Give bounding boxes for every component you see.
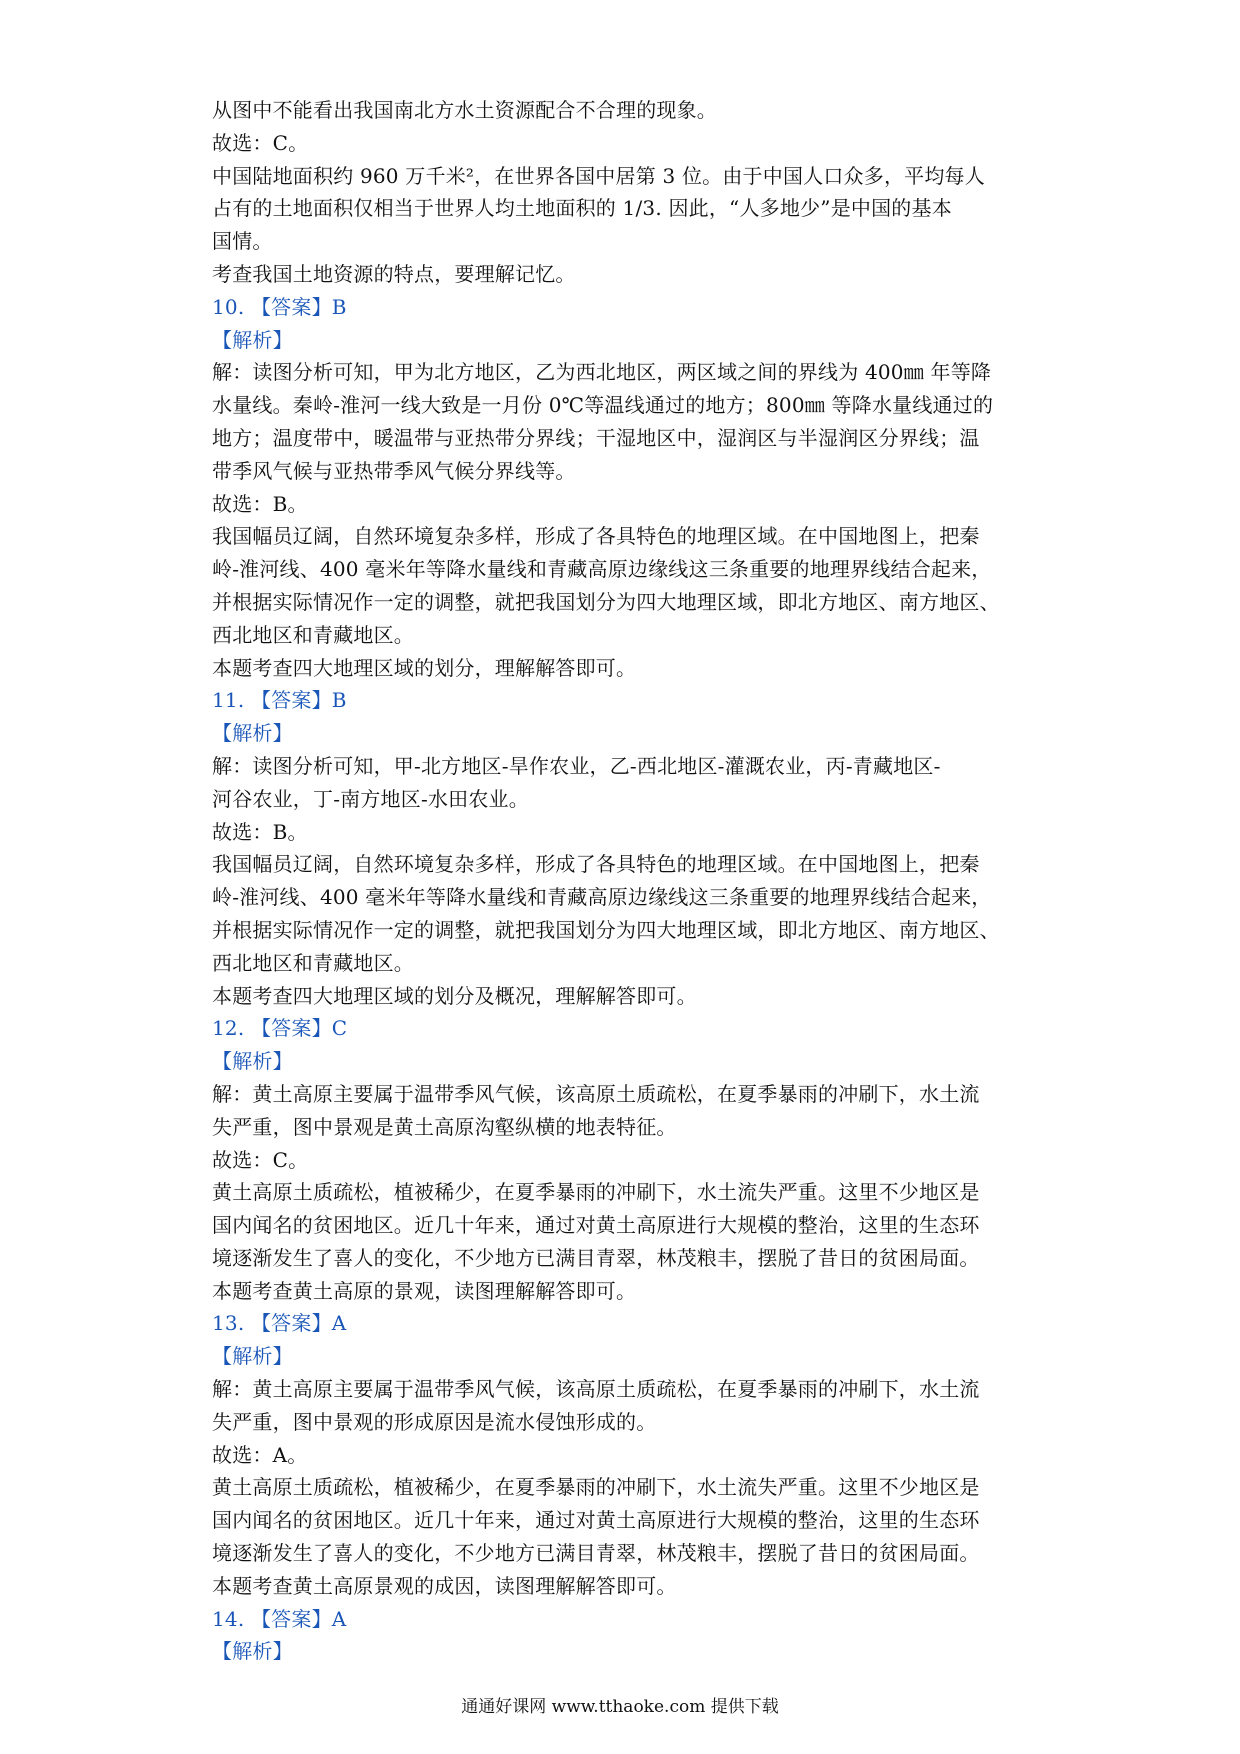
text-line: 中国陆地面积约 960 万千米²，在世界各国中居第 3 位。由于中国人口众多，平均每人 [212,163,985,188]
section-heading: 【解析】 [212,721,293,746]
text-line: 国内闻名的贫困地区。近几十年来，通过对黄土高原进行大规模的整治，这里的生态环 [212,1213,980,1238]
document-body [212,94,1042,1668]
section-heading: 【解析】 [212,1049,293,1074]
text-line: 故选：B。 [212,491,308,516]
text-line: 河谷农业，丁-南方地区-水田农业。 [212,786,529,811]
text-line: 解：读图分析可知，甲为北方地区，乙为西北地区，两区域之间的界线为 400㎜ 年等降 [212,360,992,385]
text-line: 国情。 [212,229,273,254]
text-line: 岭-淮河线、400 毫米年等降水量线和青藏高原边缘线这三条重要的地理界线结合起来， [212,557,992,582]
text-line: 并根据实际情况作一定的调整，就把我国划分为四大地理区域，即北方地区、南方地区、 [212,589,1000,614]
text-line: 故选：B。 [212,819,308,844]
text-line: 故选：C。 [212,130,309,155]
section-heading: 【解析】 [212,1344,293,1369]
text-line: 解：读图分析可知，甲-北方地区-旱作农业，乙-西北地区-灌溉农业，丙-青藏地区- [212,753,941,778]
text-line: 我国幅员辽阔，自然环境复杂多样，形成了各具特色的地理区域。在中国地图上，把秦 [212,852,980,877]
text-line: 国内闻名的贫困地区。近几十年来，通过对黄土高原进行大规模的整治，这里的生态环 [212,1508,980,1533]
text-line: 岭-淮河线、400 毫米年等降水量线和青藏高原边缘线这三条重要的地理界线结合起来， [212,885,992,910]
text-line: 西北地区和青藏地区。 [212,950,414,975]
text-line: 从图中不能看出我国南北方水土资源配合不合理的现象。 [212,98,717,122]
text-line: 地方；温度带中，暖温带与亚热带分界线；干湿地区中，湿润区与半湿润区分界线；温 [212,425,980,450]
text-line: 本题考查黄土高原景观的成因，读图理解解答即可。 [212,1573,677,1598]
text-line: 西北地区和青藏地区。 [212,622,414,647]
text-line: 失严重，图中景观是黄土高原沟壑纵横的地表特征。 [212,1114,677,1139]
text-line: 境逐渐发生了喜人的变化，不少地方已满目青翠，林茂粮丰，摆脱了昔日的贫困局面。 [212,1541,980,1566]
text-line: 解：黄土高原主要属于温带季风气候，该高原土质疏松，在夏季暴雨的冲刷下，水土流 [212,1377,980,1402]
text-line: 带季风气候与亚热带季风气候分界线等。 [212,458,576,483]
section-heading: 【解析】 [212,327,293,352]
text-line: 考查我国土地资源的特点，要理解记忆。 [212,261,576,286]
text-line: 本题考查四大地理区域的划分及概况，理解解答即可。 [212,983,697,1008]
text-line: 故选：A。 [212,1442,308,1467]
text-line: 本题考查四大地理区域的划分，理解解答即可。 [212,655,637,680]
text-line: 境逐渐发生了喜人的变化，不少地方已满目青翠，林茂粮丰，摆脱了昔日的贫困局面。 [212,1245,980,1270]
text-line: 黄土高原土质疏松，植被稀少，在夏季暴雨的冲刷下，水土流失严重。这里不少地区是 [212,1475,980,1500]
text-line: 失严重，图中景观的形成原因是流水侵蚀形成的。 [212,1409,657,1434]
text-line: 我国幅员辽阔，自然环境复杂多样，形成了各具特色的地理区域。在中国地图上，把秦 [212,524,980,549]
section-heading: 11. 【答案】B [212,688,347,713]
text-line: 水量线。秦岭-淮河一线大致是一月份 0℃等温线通过的地方；800㎜ 等降水量线通过的 [212,393,994,418]
text-line: 解：黄土高原主要属于温带季风气候，该高原土质疏松，在夏季暴雨的冲刷下，水土流 [212,1081,980,1106]
section-heading: 14. 【答案】A [212,1606,347,1631]
page-footer: 通通好课网 www.tthaoke.com 提供下载 [461,1697,779,1717]
section-heading: 10. 【答案】B [212,294,347,319]
text-line: 占有的土地面积仅相当于世界人均土地面积的 1/3. 因此，“人多地少”是中国的基本 [212,196,952,221]
text-line: 并根据实际情况作一定的调整，就把我国划分为四大地理区域，即北方地区、南方地区、 [212,917,1000,942]
text-line: 黄土高原土质疏松，植被稀少，在夏季暴雨的冲刷下，水土流失严重。这里不少地区是 [212,1180,980,1205]
section-heading: 【解析】 [212,1639,293,1664]
text-line: 故选：C。 [212,1147,309,1172]
text-line: 本题考查黄土高原的景观，读图理解解答即可。 [212,1278,637,1303]
section-heading: 12. 【答案】C [212,1016,348,1041]
section-heading: 13. 【答案】A [212,1311,347,1336]
